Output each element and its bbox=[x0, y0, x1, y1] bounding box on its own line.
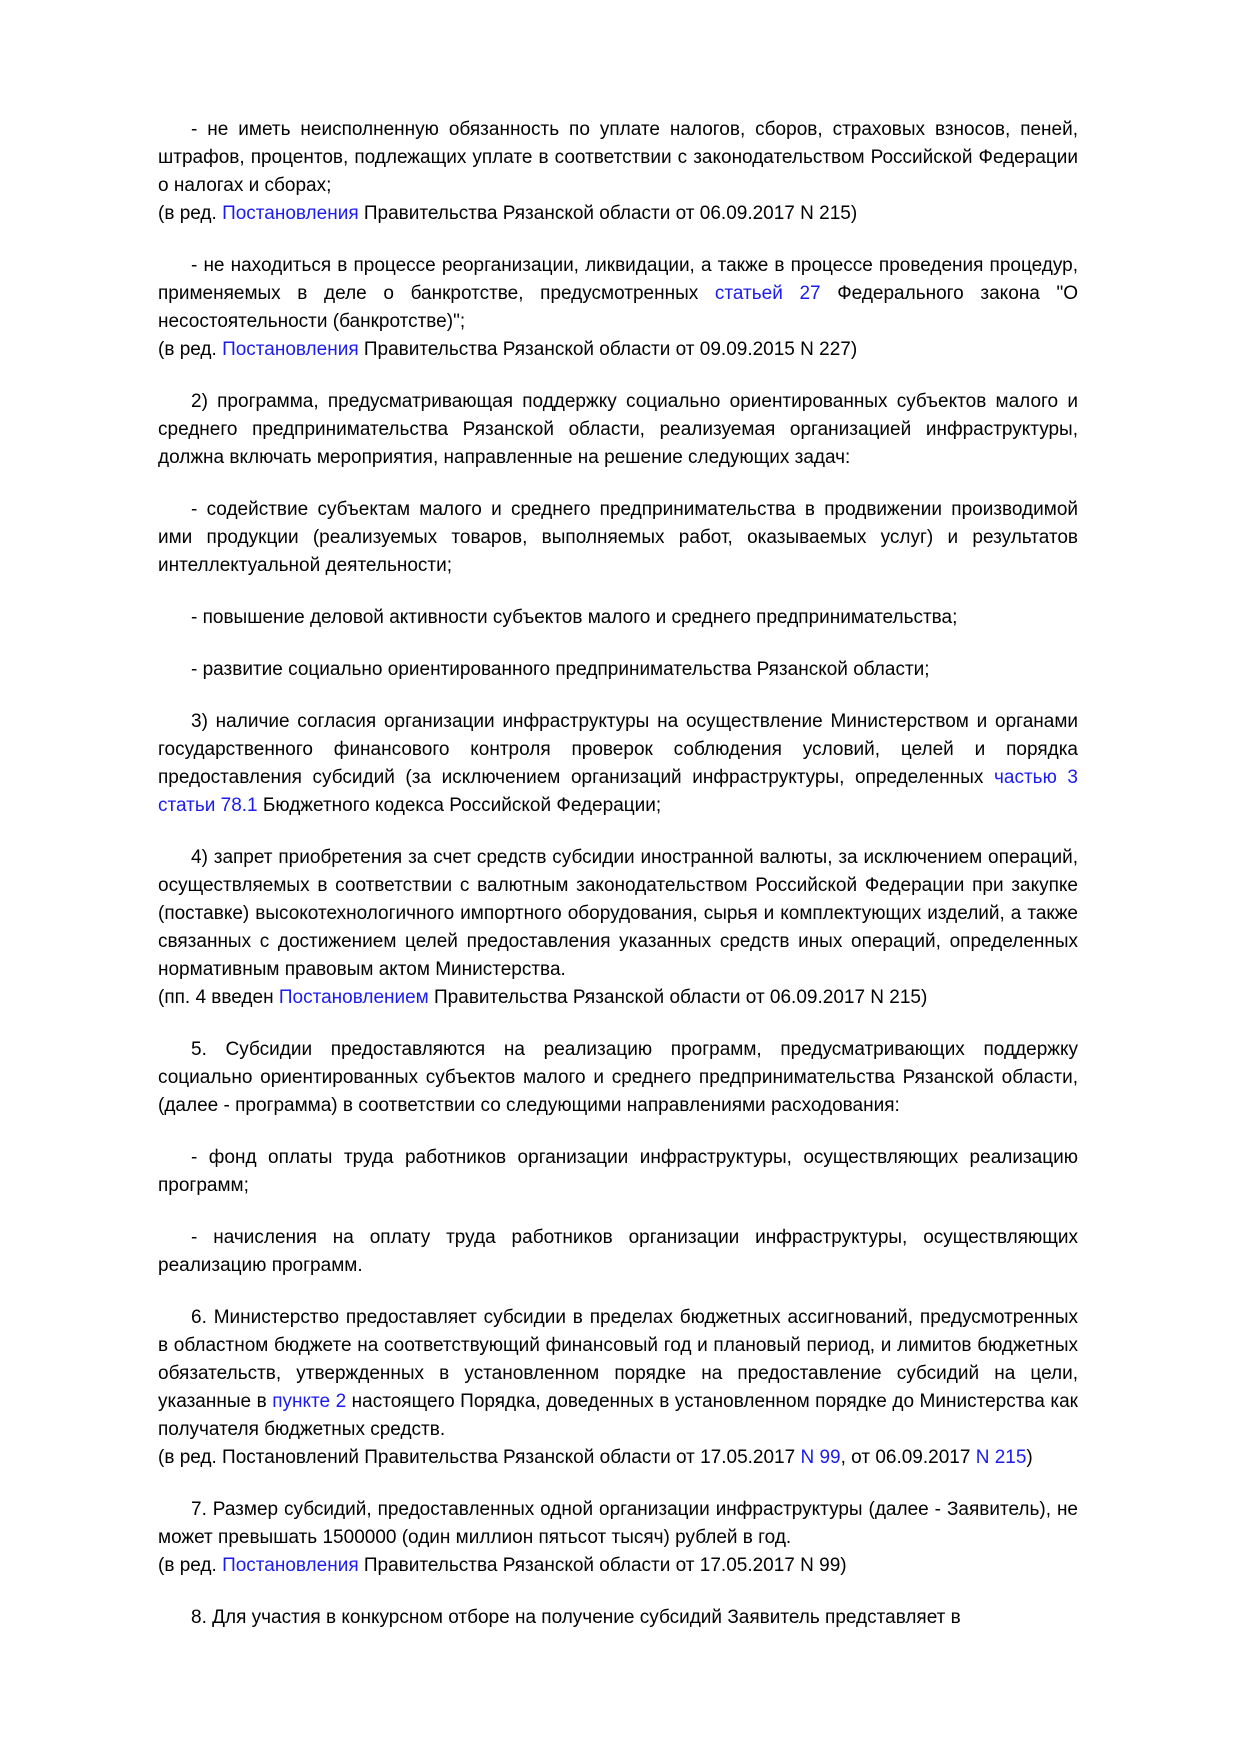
paragraph-item-2-program bbox=[158, 388, 1078, 472]
link-statya-27[interactable]: статьей 27 bbox=[714, 283, 821, 304]
paragraph-text: Бюджетного кодекса Российской Федерации; bbox=[257, 795, 662, 816]
paragraph-item-5-subsidy-directions bbox=[158, 1036, 1078, 1120]
paragraph-social-entrepreneurship bbox=[158, 656, 1078, 684]
paragraph-text: 6. Министерство предоставляет субсидии в пределах бюджетных ассигнований, предусмотренных в областном бюджете на соответствующий финансовый год и плановый период, и лимитов бюджетных обязательств, утвержденных в установленном порядке на предоставление субсидий на цели, указанные в bbox=[158, 1307, 1078, 1412]
paragraph-text: - не находиться в процессе реорганизации, ликвидации, а также в процессе проведения процедур, применяемых в деле о банкротстве, предусмотренных bbox=[158, 255, 1078, 304]
amendment-text: Правительства Рязанской области от 09.09.2015 N 227) bbox=[358, 339, 858, 360]
paragraph-text: Федерального закона "О несостоятельности (банкротстве)"; bbox=[158, 283, 1078, 332]
paragraph-text: 3) наличие согласия организации инфраструктуры на осуществление Министерством и органами государственного финансового контроля проверок соблюдения условий, целей и порядка предоставления субсидий (за исключением организаций инфраструктуры, определенных bbox=[158, 711, 1078, 788]
amendment-note bbox=[158, 336, 1078, 364]
paragraph-text: 2) программа, предусматривающая поддержку социально ориентированных субъектов малого и среднего предпринимательства Рязанской области, реализуемая организацией инфраструктуры, должна включать мероприятия, направленные на решение следующих задач: bbox=[158, 391, 1078, 468]
link-postanovleniya-2017-215[interactable]: Постановления bbox=[222, 203, 359, 224]
link-postanovleniya-2015-227[interactable]: Постановления bbox=[222, 339, 359, 360]
paragraph-group-14 bbox=[158, 1604, 1078, 1632]
paragraph-group-10 bbox=[158, 1144, 1078, 1200]
link-postanovleniya-2017-99[interactable]: Постановления bbox=[222, 1555, 359, 1576]
amendment-text: (в ред. Постановлений Правительства Рязанской области от 17.05.2017 bbox=[158, 1447, 801, 1468]
link-n-215[interactable]: N 215 bbox=[975, 1447, 1027, 1468]
paragraph-group-2 bbox=[158, 252, 1078, 364]
paragraph-wage-fund bbox=[158, 1144, 1078, 1200]
amendment-note bbox=[158, 200, 1078, 228]
paragraph-group-4 bbox=[158, 496, 1078, 580]
paragraph-item-7-subsidy-size bbox=[158, 1496, 1078, 1552]
paragraph-text: - повышение деловой активности субъектов малого и среднего предпринимательства; bbox=[191, 607, 958, 628]
link-postanovleniem-2017-215[interactable]: Постановлением bbox=[278, 987, 429, 1008]
paragraph-text: 5. Субсидии предоставляются на реализацию программ, предусматривающих поддержку социально ориентированных субъектов малого и среднего предпринимательства Рязанской области, (далее - программа) в соответствии со следующими направлениями расходования: bbox=[158, 1039, 1078, 1116]
amendment-text: (в ред. bbox=[158, 203, 223, 224]
paragraph-group-13 bbox=[158, 1496, 1078, 1580]
amendment-note bbox=[158, 1552, 1078, 1580]
paragraph-bankruptcy bbox=[158, 252, 1078, 336]
paragraph-text: настоящего Порядка, доведенных в установленном порядке до Министерства как получателя бюджетных средств. bbox=[158, 1391, 1078, 1440]
amendment-text: Правительства Рязанской области от 17.05.2017 N 99) bbox=[358, 1555, 847, 1576]
link-n-99[interactable]: N 99 bbox=[800, 1447, 841, 1468]
amendment-text: (в ред. bbox=[158, 339, 223, 360]
paragraph-item-3-consent bbox=[158, 708, 1078, 820]
paragraph-business-activity bbox=[158, 604, 1078, 632]
amendment-note bbox=[158, 1444, 1078, 1472]
amendment-text: Правительства Рязанской области от 06.09.2017 N 215) bbox=[358, 203, 858, 224]
amendment-note bbox=[158, 984, 1078, 1012]
paragraph-text: - развитие социально ориентированного предпринимательства Рязанской области; bbox=[191, 659, 930, 680]
paragraph-text: 7. Размер субсидий, предоставленных одной организации инфраструктуры (далее - Заявитель), не может превышать 1500000 (один миллион пятьсот тысяч) рублей в год. bbox=[158, 1499, 1078, 1548]
amendment-text: , от 06.09.2017 bbox=[840, 1447, 976, 1468]
paragraph-group-5 bbox=[158, 604, 1078, 632]
paragraph-group-8 bbox=[158, 844, 1078, 1012]
link-punkt-2[interactable]: пункте 2 bbox=[272, 1391, 347, 1412]
paragraph-group-1 bbox=[158, 116, 1078, 228]
amendment-text: Правительства Рязанской области от 06.09.2017 N 215) bbox=[428, 987, 928, 1008]
paragraph-text: - начисления на оплату труда работников организации инфраструктуры, осуществляющих реализацию программ. bbox=[158, 1227, 1078, 1276]
paragraph-text: - фонд оплаты труда работников организации инфраструктуры, осуществляющих реализацию программ; bbox=[158, 1147, 1078, 1196]
amendment-text: (в ред. bbox=[158, 1555, 223, 1576]
paragraph-text: - содействие субъектам малого и среднего предпринимательства в продвижении производимой ими продукции (реализуемых товаров, выполняемых работ, оказываемых услуг) и результатов интеллектуальной деятельности; bbox=[158, 499, 1078, 576]
paragraph-group-7 bbox=[158, 708, 1078, 820]
amendment-text: ) bbox=[1026, 1447, 1033, 1468]
paragraph-item-4-currency-ban bbox=[158, 844, 1078, 984]
paragraph-group-11 bbox=[158, 1224, 1078, 1280]
paragraph-group-9 bbox=[158, 1036, 1078, 1120]
paragraph-tax-obligation bbox=[158, 116, 1078, 200]
paragraph-promotion bbox=[158, 496, 1078, 580]
link-chast-3-stati-78-1[interactable]: частью 3 статьи 78.1 bbox=[158, 767, 1078, 816]
paragraph-group-6 bbox=[158, 656, 1078, 684]
paragraph-wage-accruals bbox=[158, 1224, 1078, 1280]
paragraph-item-6-ministry-limits bbox=[158, 1304, 1078, 1444]
paragraph-group-12 bbox=[158, 1304, 1078, 1472]
paragraph-text: - не иметь неисполненную обязанность по уплате налогов, сборов, страховых взносов, пеней, штрафов, процентов, подлежащих уплате в соответствии с законодательством Российской Федерации о налогах и сборах; bbox=[158, 119, 1078, 196]
paragraph-text: 4) запрет приобретения за счет средств субсидии иностранной валюты, за исключением операций, осуществляемых в соответствии с валютным законодательством Российской Федерации при закупке (поставке) высокотехнологичного импортного оборудования, сырья и комплектующих изделий, а также связанных с достижением целей предоставления указанных средств иных операций, определенных нормативным правовым актом Министерства. bbox=[158, 847, 1078, 980]
amendment-text: (пп. 4 введен bbox=[158, 987, 279, 1008]
document-page bbox=[158, 116, 1078, 1656]
paragraph-text: 8. Для участия в конкурсном отборе на получение субсидий Заявитель представляет в bbox=[191, 1607, 961, 1628]
paragraph-group-3 bbox=[158, 388, 1078, 472]
paragraph-item-8-competition bbox=[158, 1604, 1078, 1632]
